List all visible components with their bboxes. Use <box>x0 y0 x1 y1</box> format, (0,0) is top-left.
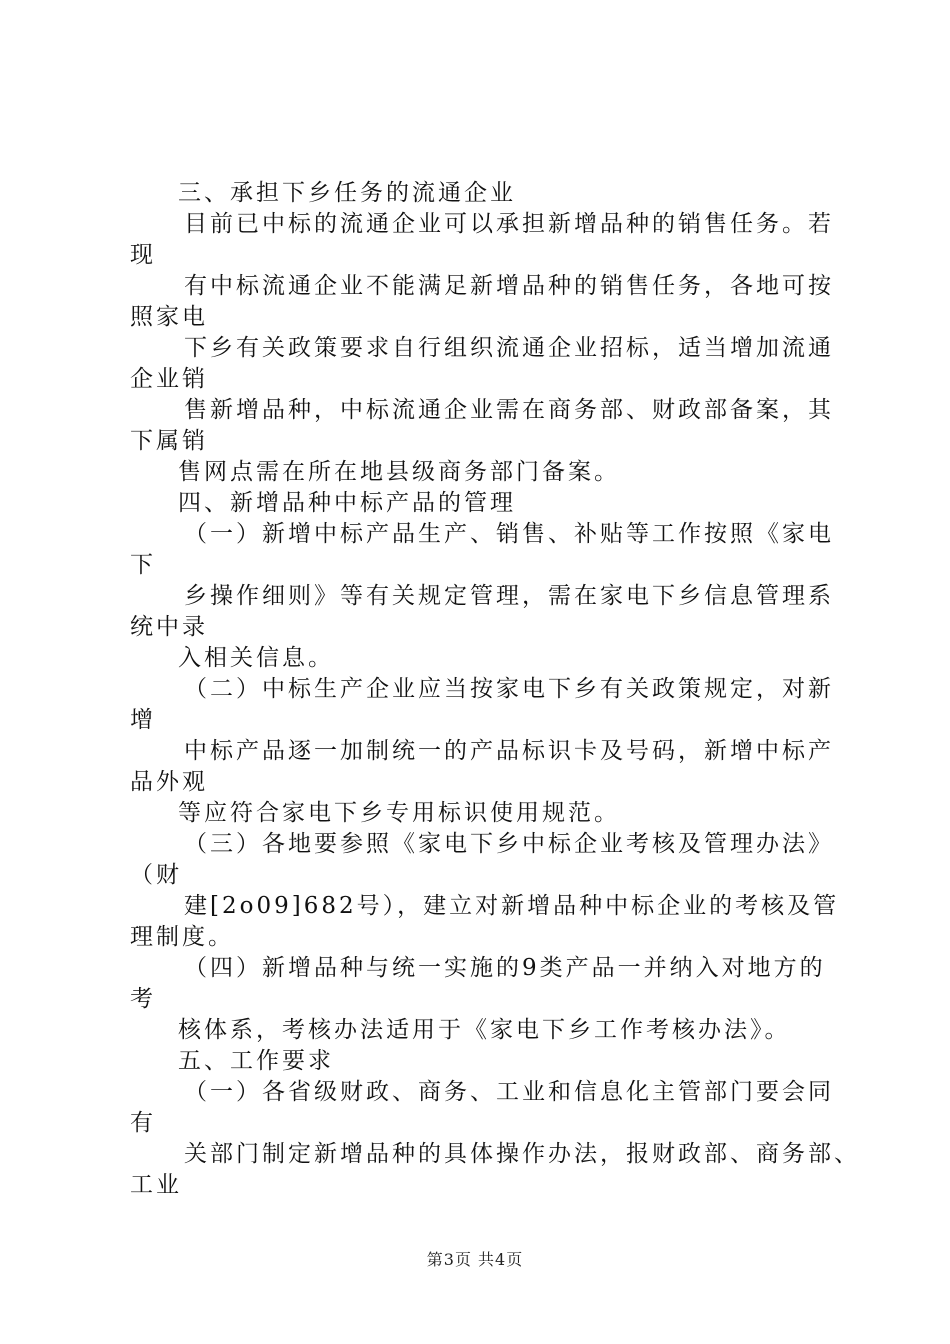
paragraph-line: （三）各地要参照《家电下乡中标企业考核及管理办法》 <box>184 831 834 857</box>
paragraph-line: 下 <box>130 552 156 578</box>
paragraph-line: 建[2o09]682号），建立对新增品种中标企业的考核及管 <box>184 893 840 919</box>
paragraph-line: 等应符合家电下乡专用标识使用规范。 <box>178 800 620 826</box>
paragraph-line: 照家电 <box>130 304 208 330</box>
paragraph-line: 有 <box>130 1110 156 1136</box>
paragraph-line: 关部门制定新增品种的具体操作办法，报财政部、商务部、 <box>184 1141 860 1167</box>
paragraph-line: 售网点需在所在地县级商务部门备案。 <box>178 459 620 485</box>
paragraph-line: （一）新增中标产品生产、销售、补贴等工作按照《家电 <box>184 521 834 547</box>
paragraph-line: （四）新增品种与统一实施的9类产品一并纳入对地方的 <box>184 955 826 981</box>
paragraph-line: 入相关信息。 <box>178 645 334 671</box>
paragraph-line: 有中标流通企业不能满足新增品种的销售任务，各地可按 <box>184 273 834 299</box>
paragraph-line: 乡操作细则》等有关规定管理，需在家电下乡信息管理系 <box>184 583 834 609</box>
paragraph-line: 企业销 <box>130 366 208 392</box>
section-heading-3: 三、承担下乡任务的流通企业 <box>178 180 516 206</box>
paragraph-line: 考 <box>130 986 156 1012</box>
page-number-footer: 第3页 共4页 <box>426 1250 524 1269</box>
paragraph-line: 品外观 <box>130 769 208 795</box>
paragraph-line: 下属销 <box>130 428 208 454</box>
section-heading-4: 四、新增品种中标产品的管理 <box>178 490 516 516</box>
paragraph-line: 增 <box>130 707 156 733</box>
paragraph-line: 中标产品逐一加制统一的产品标识卡及号码，新增中标产 <box>184 738 834 764</box>
paragraph-line: （一）各省级财政、商务、工业和信息化主管部门要会同 <box>184 1079 834 1105</box>
paragraph-line: 工业 <box>130 1172 182 1198</box>
paragraph-line: 售新增品种，中标流通企业需在商务部、财政部备案，其 <box>184 397 834 423</box>
paragraph-line: （财 <box>130 862 182 888</box>
paragraph-line: 核体系，考核办法适用于《家电下乡工作考核办法》。 <box>178 1017 791 1043</box>
paragraph-line: （二）中标生产企业应当按家电下乡有关政策规定，对新 <box>184 676 834 702</box>
paragraph-line: 现 <box>130 242 156 268</box>
section-heading-5: 五、工作要求 <box>178 1048 334 1074</box>
paragraph-line: 下乡有关政策要求自行组织流通企业招标，适当增加流通 <box>184 335 834 361</box>
paragraph-line: 统中录 <box>130 614 208 640</box>
paragraph-line: 目前已中标的流通企业可以承担新增品种的销售任务。若 <box>184 211 834 237</box>
paragraph-line: 理制度。 <box>130 924 234 950</box>
